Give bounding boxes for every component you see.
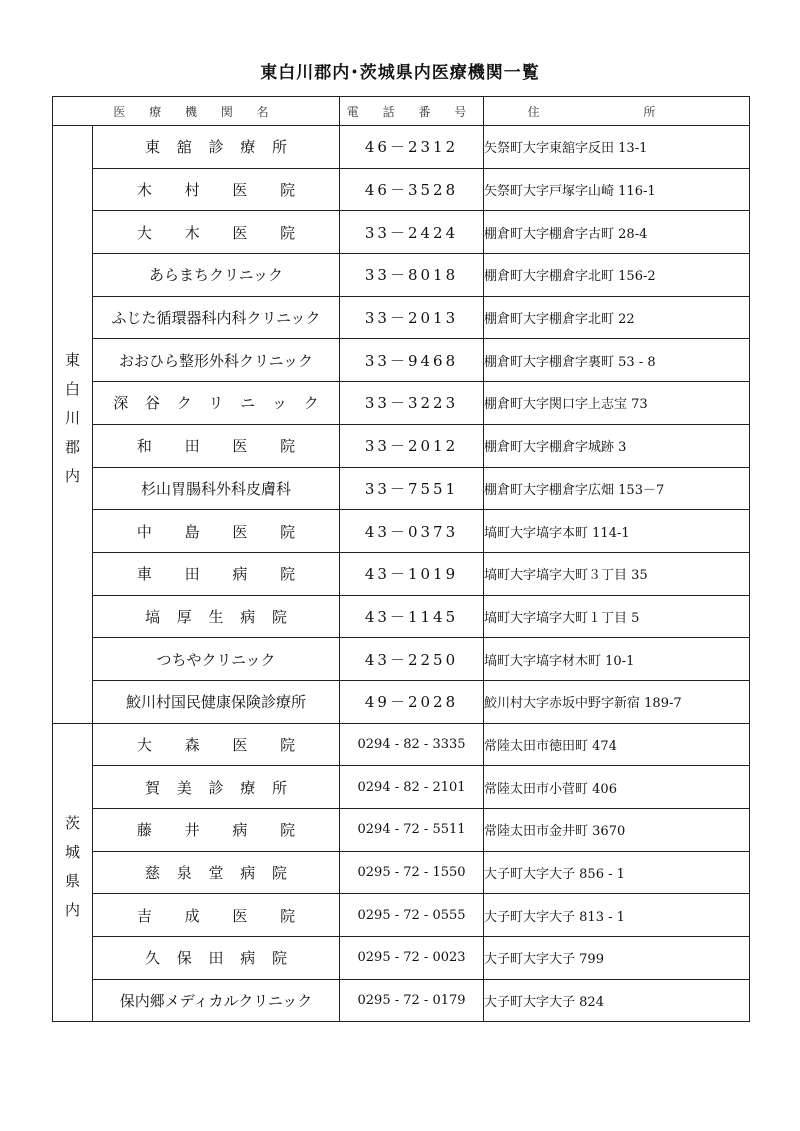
phone-number: 43－1145 <box>340 595 484 638</box>
phone-number: 33－2013 <box>340 296 484 339</box>
institution-name-text: 保内郷メディカルクリニック <box>119 992 313 1011</box>
institution-name-text: 大 森 医 院 <box>136 735 296 754</box>
address: 棚倉町大字棚倉字裏町 53 - 8 <box>484 339 750 382</box>
institution-name-text: 吉 成 医 院 <box>136 906 296 925</box>
institution-name-text: あらまちクリニック <box>148 266 284 285</box>
institution-name <box>93 254 340 297</box>
institution-name <box>93 552 340 595</box>
institution-name <box>93 595 340 638</box>
phone-number: 0295 - 72 - 1550 <box>340 851 484 894</box>
phone-number: 0294 - 82 - 3335 <box>340 723 484 766</box>
table-row <box>53 851 750 894</box>
institution-name <box>93 211 340 254</box>
phone-number: 0295 - 72 - 0023 <box>340 937 484 980</box>
table-body <box>53 126 750 1022</box>
phone-number: 46－2312 <box>340 126 484 169</box>
address: 塙町大字塙字大町３丁目 35 <box>484 552 750 595</box>
page-title: 東白川郡内･茨城県内医療機関一覧 <box>260 63 540 83</box>
address: 矢祭町大字戸塚字山崎 116-1 <box>484 168 750 211</box>
medical-institution-table <box>52 96 750 1022</box>
institution-name <box>93 126 340 169</box>
institution-name-text: 慈 泉 堂 病 院 <box>144 864 288 883</box>
address: 常陸太田市金井町 3670 <box>484 809 750 852</box>
table-row <box>53 595 750 638</box>
address: 棚倉町大字関口字上志宝 73 <box>484 382 750 425</box>
institution-name-text: 久 保 田 病 院 <box>144 949 288 968</box>
phone-number: 49－2028 <box>340 680 484 723</box>
phone-number: 33－2012 <box>340 424 484 467</box>
table-row <box>53 424 750 467</box>
institution-name-text: 塙 厚 生 病 院 <box>144 607 288 626</box>
phone-number: 43－2250 <box>340 638 484 681</box>
institution-name <box>93 851 340 894</box>
phone-number: 43－0373 <box>340 510 484 553</box>
address: 大子町大字大子 824 <box>484 979 750 1022</box>
institution-name-text: 木 村 医 院 <box>136 181 296 200</box>
institution-name <box>93 424 340 467</box>
table-row <box>53 638 750 681</box>
table-row <box>53 766 750 809</box>
phone-number: 33－2424 <box>340 211 484 254</box>
institution-name-text: 車 田 病 院 <box>136 565 296 584</box>
table-row <box>53 254 750 297</box>
institution-name <box>93 809 340 852</box>
institution-name <box>93 382 340 425</box>
table-row <box>53 510 750 553</box>
address: 塙町大字塙字材木町 10-1 <box>484 638 750 681</box>
institution-name <box>93 723 340 766</box>
address: 大子町大字大子 813 - 1 <box>484 894 750 937</box>
address: 大子町大字大子 856 - 1 <box>484 851 750 894</box>
institution-name <box>93 638 340 681</box>
address: 棚倉町大字棚倉字広畑 153－7 <box>484 467 750 510</box>
institution-name-text: 大 木 医 院 <box>136 223 296 242</box>
institution-name-text: ふじた循環器科内科クリニック <box>111 309 321 328</box>
table-row <box>53 979 750 1022</box>
institution-name <box>93 467 340 510</box>
table-row <box>53 894 750 937</box>
phone-number: 33－8018 <box>340 254 484 297</box>
table-row <box>53 680 750 723</box>
address: 鮫川村大字赤坂中野字新宿 189-7 <box>484 680 750 723</box>
table-row <box>53 211 750 254</box>
table-row <box>53 168 750 211</box>
table-header-row <box>53 97 750 126</box>
institution-name-text: 藤 井 病 院 <box>136 821 296 840</box>
address: 棚倉町大字棚倉字城跡 3 <box>484 424 750 467</box>
institution-name <box>93 339 340 382</box>
institution-name <box>93 894 340 937</box>
address: 塙町大字塙字大町１丁目 5 <box>484 595 750 638</box>
institution-name-text: つちやクリニック <box>156 650 276 669</box>
institution-name-text: 東 舘 診 療 所 <box>144 138 288 157</box>
institution-name <box>93 168 340 211</box>
address: 棚倉町大字棚倉字古町 28-4 <box>484 211 750 254</box>
table-row <box>53 339 750 382</box>
institution-name <box>93 937 340 980</box>
header-phone: 電 話 番 号 <box>340 97 484 126</box>
institution-name-text: 賀 美 診 療 所 <box>144 778 288 797</box>
address: 大子町大字大子 799 <box>484 937 750 980</box>
address: 矢祭町大字東舘字反田 13-1 <box>484 126 750 169</box>
address: 棚倉町大字棚倉字北町 156-2 <box>484 254 750 297</box>
institution-name-text: 深 谷 ク リ ニ ッ ク <box>113 394 319 413</box>
phone-number: 43－1019 <box>340 552 484 595</box>
institution-name <box>93 979 340 1022</box>
phone-number: 33－9468 <box>340 339 484 382</box>
address: 常陸太田市徳田町 474 <box>484 723 750 766</box>
phone-number: 0294 - 82 - 2101 <box>340 766 484 809</box>
region-label: 茨城県内 <box>53 723 93 1022</box>
institution-name-text: 和 田 医 院 <box>136 437 296 456</box>
institution-name-text: 中 島 医 院 <box>136 522 296 541</box>
address: 棚倉町大字棚倉字北町 22 <box>484 296 750 339</box>
table-row <box>53 382 750 425</box>
phone-number: 46－3528 <box>340 168 484 211</box>
institution-name-text: おおひら整形外科クリニック <box>118 351 314 370</box>
address: 塙町大字塙字本町 114-1 <box>484 510 750 553</box>
table-row <box>53 296 750 339</box>
institution-name <box>93 296 340 339</box>
table-row <box>53 467 750 510</box>
institution-name <box>93 680 340 723</box>
table-row <box>53 809 750 852</box>
phone-number: 0295 - 72 - 0555 <box>340 894 484 937</box>
address: 常陸太田市小菅町 406 <box>484 766 750 809</box>
region-label: 東白川郡内 <box>53 126 93 724</box>
phone-number: 33－7551 <box>340 467 484 510</box>
institution-name <box>93 510 340 553</box>
institution-name <box>93 766 340 809</box>
table-row <box>53 937 750 980</box>
phone-number: 0295 - 72 - 0179 <box>340 979 484 1022</box>
header-name: 医 療 機 関 名 <box>53 97 340 126</box>
table-row <box>53 126 750 169</box>
phone-number: 33－3223 <box>340 382 484 425</box>
table-row <box>53 723 750 766</box>
institution-name-text: 鮫川村国民健康保険診療所 <box>126 693 307 712</box>
header-address: 住 所 <box>484 97 750 126</box>
phone-number: 0294 - 72 - 5511 <box>340 809 484 852</box>
table-row <box>53 552 750 595</box>
institution-name-text: 杉山胃腸科外科皮膚科 <box>141 479 292 498</box>
